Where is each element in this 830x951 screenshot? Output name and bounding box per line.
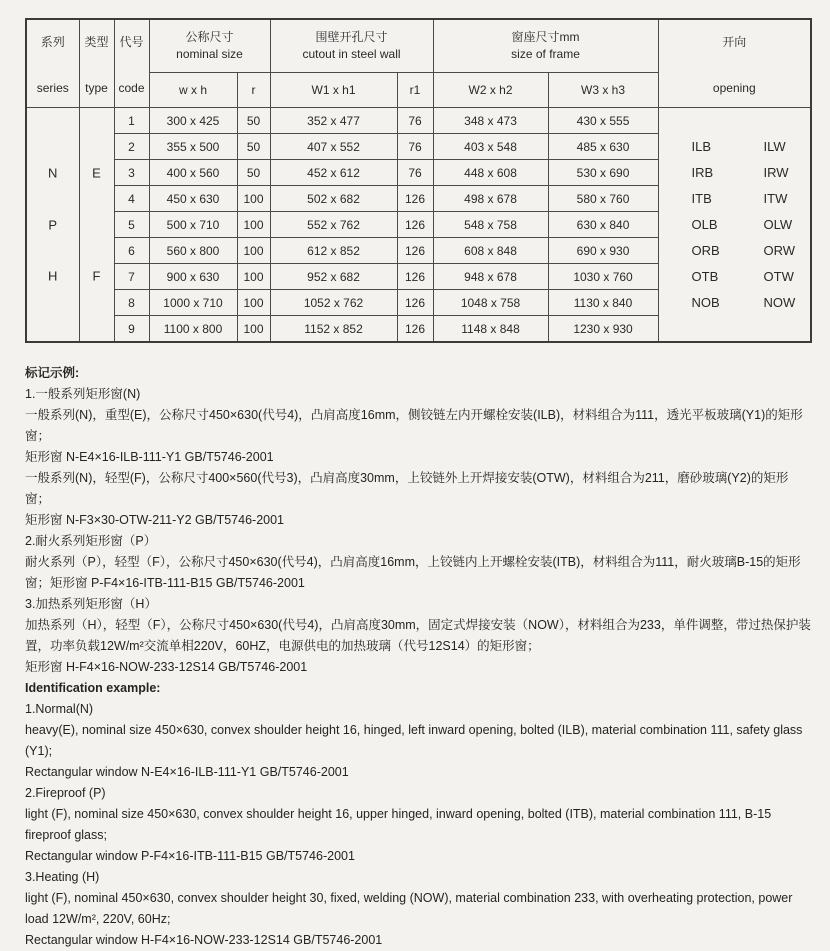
opening-code-welded: ILW (763, 138, 786, 154)
cell-w3h3: 580 x 760 (548, 186, 658, 212)
opening-code-pair (659, 212, 811, 238)
window-spec-table (25, 18, 812, 343)
cell-r: 100 (237, 290, 270, 316)
series-h: H (48, 268, 58, 284)
opening-code-welded: NOW (763, 294, 796, 310)
opening-label-en: opening (712, 81, 756, 95)
cell-w1h1: 552 x 762 (270, 212, 397, 238)
col-header-cutout (270, 19, 433, 73)
cell-w1h1: 1152 x 852 (270, 316, 397, 343)
opening-code-welded: OTW (763, 268, 794, 284)
cell-w3h3: 430 x 555 (548, 108, 658, 134)
cell-r1: 76 (397, 108, 433, 134)
header-group-row (26, 19, 811, 73)
cell-w3h3: 1230 x 930 (548, 316, 658, 343)
code-label-zh: 代号 (119, 35, 144, 49)
subcol-r1: r1 (397, 73, 433, 108)
cell-r: 50 (237, 108, 270, 134)
cell-wh: 1100 x 800 (149, 316, 237, 343)
cell-w1h1: 952 x 682 (270, 264, 397, 290)
frame-label-zh: 窗座尺寸mm (511, 30, 580, 44)
cell-r: 50 (237, 160, 270, 186)
opening-code-pair (659, 186, 811, 212)
note-line: 矩形窗 H-F4×16-NOW-233-12S14 GB/T5746-2001 (25, 660, 308, 674)
cell-r: 100 (237, 264, 270, 290)
code-label-en: code (118, 81, 145, 95)
note-line: 一般系列(N)，重型(E)，公称尺寸450×630(代号4)，凸肩高度16mm，侧铰链左内开螺栓安装(ILB)，材料组合为111，透光平板玻璃(Y1)的矩形窗； (25, 408, 803, 443)
cell-wh: 400 x 560 (149, 160, 237, 186)
cell-wh: 560 x 800 (149, 238, 237, 264)
cell-w2h2: 1048 x 758 (433, 290, 548, 316)
note-line: 矩形窗 N-F3×30-OTW-211-Y2 GB/T5746-2001 (25, 513, 285, 527)
note-line: 3.加热系列矩形窗（H） (25, 597, 157, 611)
cell-w2h2: 403 x 548 (433, 134, 548, 160)
opening-code-pair (659, 134, 811, 160)
cell-w3h3: 1030 x 760 (548, 264, 658, 290)
cutout-label-zh: 围壁开孔尺寸 (315, 30, 388, 44)
cell-code: 8 (114, 290, 149, 316)
cell-code: 6 (114, 238, 149, 264)
cell-wh: 355 x 500 (149, 134, 237, 160)
cell-r: 100 (237, 316, 270, 343)
cell-r: 100 (237, 186, 270, 212)
note-line: 加热系列（H），轻型（F），公称尺寸450×630(代号4)，凸肩高度30mm，固定式焊接安装（NOW），材料组合为233，单件调整，带过热保护装置，功率负载12W/m²交流单相220V，60HZ，电源供电的加热玻璃（代号12S14）的矩形窗； (25, 618, 811, 653)
note-line: heavy(E), nominal size 450×630, convex shoulder height 16, hinged, left inward opening, bolted (ILB), material combination 111, safety glass (Y1); (25, 723, 803, 758)
cell-wh: 500 x 710 (149, 212, 237, 238)
note-line: 1.一般系列矩形窗(N) (25, 387, 141, 401)
cell-r1: 126 (397, 290, 433, 316)
cell-w2h2: 448 x 608 (433, 160, 548, 186)
cell-code: 9 (114, 316, 149, 343)
opening-code-bolted: IRB (691, 164, 714, 180)
subcol-w3h3: W3 x h3 (548, 73, 658, 108)
note-line: 一般系列(N)，轻型(F)，公称尺寸400×560(代号3)，凸肩高度30mm，上铰链外上开焊接安装(OTW)，材料组合为211，磨砂玻璃(Y2)的矩形窗； (25, 471, 789, 506)
subcol-w1h1: W1 x h1 (270, 73, 397, 108)
opening-codes-cell (658, 108, 811, 343)
cell-wh: 1000 x 710 (149, 290, 237, 316)
series-label-zh: 系列 (40, 35, 65, 49)
note-line: 1.Normal(N) (25, 702, 94, 716)
cell-w3h3: 530 x 690 (548, 160, 658, 186)
identification-example-title-en: Identification example: (25, 681, 161, 695)
type-label-zh: 类型 (84, 35, 109, 49)
cell-w3h3: 485 x 630 (548, 134, 658, 160)
col-header-code (114, 19, 149, 108)
type-e: E (92, 165, 101, 181)
cell-code: 1 (114, 108, 149, 134)
cell-code: 5 (114, 212, 149, 238)
opening-code-bolted: NOB (691, 294, 720, 310)
type-label-en: type (85, 81, 108, 95)
cell-code: 3 (114, 160, 149, 186)
type-f: F (92, 268, 101, 284)
cell-r: 50 (237, 134, 270, 160)
nominal-label-en: nominal size (176, 47, 243, 61)
opening-code-welded: ORW (763, 242, 796, 258)
cell-code: 2 (114, 134, 149, 160)
cell-r1: 126 (397, 186, 433, 212)
opening-code-bolted: ORB (691, 242, 720, 258)
col-header-frame (433, 19, 658, 73)
cell-code: 7 (114, 264, 149, 290)
cell-w2h2: 498 x 678 (433, 186, 548, 212)
opening-code-welded: OLW (763, 216, 793, 232)
opening-code-bolted: ITB (691, 190, 712, 206)
opening-code-bolted: ILB (691, 138, 712, 154)
table-row (26, 108, 811, 134)
cell-w2h2: 948 x 678 (433, 264, 548, 290)
cell-r1: 126 (397, 238, 433, 264)
series-n: N (48, 165, 58, 181)
opening-code-welded: IRW (763, 164, 789, 180)
subcol-w2h2: W2 x h2 (433, 73, 548, 108)
series-label-en: series (36, 81, 69, 95)
opening-code-pair (659, 264, 811, 290)
opening-code-pair (659, 160, 811, 186)
cell-r1: 76 (397, 160, 433, 186)
note-line: light (F), nominal 450×630, convex shoulder height 30, fixed, welding (NOW), material combination 233, with overheating protection, power load 12W/m², 220V, 60Hz; (25, 891, 793, 926)
cell-w3h3: 630 x 840 (548, 212, 658, 238)
cell-w2h2: 348 x 473 (433, 108, 548, 134)
col-header-nominal (149, 19, 270, 73)
opening-label-zh: 开向 (722, 35, 747, 49)
opening-code-bolted: OTB (691, 268, 719, 284)
note-line: 2.耐火系列矩形窗（P） (25, 534, 157, 548)
cell-wh: 450 x 630 (149, 186, 237, 212)
note-line: 耐火系列（P），轻型（F），公称尺寸450×630(代号4)，凸肩高度16mm，上铰链内上开螺栓安装(ITB)，材料组合为111，耐火玻璃B-15的矩形窗；矩形窗 P-F4×16-ITB-111-B15 GB/T5746-2001 (25, 555, 801, 590)
cell-wh: 900 x 630 (149, 264, 237, 290)
col-header-type (79, 19, 114, 108)
frame-label-en: size of frame (511, 47, 580, 61)
cell-w1h1: 1052 x 762 (270, 290, 397, 316)
type-column-cell (79, 108, 114, 343)
note-line: Rectangular window P-F4×16-ITB-111-B15 GB/T5746-2001 (25, 849, 355, 863)
series-column-cell (26, 108, 79, 343)
notes-section (25, 363, 813, 951)
cell-r1: 126 (397, 316, 433, 343)
cell-w1h1: 407 x 552 (270, 134, 397, 160)
cutout-label-en: cutout in steel wall (302, 47, 401, 61)
cell-w2h2: 548 x 758 (433, 212, 548, 238)
cell-r: 100 (237, 238, 270, 264)
opening-code-pair (659, 290, 811, 316)
cell-w2h2: 608 x 848 (433, 238, 548, 264)
opening-code-bolted: OLB (691, 216, 718, 232)
nominal-label-zh: 公称尺寸 (185, 30, 234, 44)
cell-wh: 300 x 425 (149, 108, 237, 134)
opening-code-pair (659, 238, 811, 264)
note-line: 3.Heating (H) (25, 870, 100, 884)
cell-w1h1: 502 x 682 (270, 186, 397, 212)
subcol-r: r (237, 73, 270, 108)
note-line: Rectangular window N-E4×16-ILB-111-Y1 GB/T5746-2001 (25, 765, 349, 779)
cell-r1: 126 (397, 212, 433, 238)
cell-w1h1: 612 x 852 (270, 238, 397, 264)
subcol-wh: w x h (149, 73, 237, 108)
cell-code: 4 (114, 186, 149, 212)
note-line: 矩形窗 N-E4×16-ILB-111-Y1 GB/T5746-2001 (25, 450, 274, 464)
series-p: P (48, 217, 58, 232)
opening-codes-list (659, 134, 811, 316)
cell-w1h1: 352 x 477 (270, 108, 397, 134)
cell-r: 100 (237, 212, 270, 238)
cell-w3h3: 690 x 930 (548, 238, 658, 264)
note-line: Rectangular window H-F4×16-NOW-233-12S14 GB/T5746-2001 (25, 933, 383, 947)
marking-example-title-zh: 标记示例: (25, 366, 80, 380)
col-header-series (26, 19, 79, 108)
col-header-opening (658, 19, 811, 108)
cell-w2h2: 1148 x 848 (433, 316, 548, 343)
cell-r1: 76 (397, 134, 433, 160)
note-line: light (F), nominal size 450×630, convex shoulder height 16, upper hinged, inward opening, bolted (ITB), material combination 111, B-15 fireproof glass; (25, 807, 772, 842)
cell-w1h1: 452 x 612 (270, 160, 397, 186)
opening-code-welded: ITW (763, 190, 788, 206)
note-line: 2.Fireproof (P) (25, 786, 106, 800)
cell-w3h3: 1130 x 840 (548, 290, 658, 316)
cell-r1: 126 (397, 264, 433, 290)
